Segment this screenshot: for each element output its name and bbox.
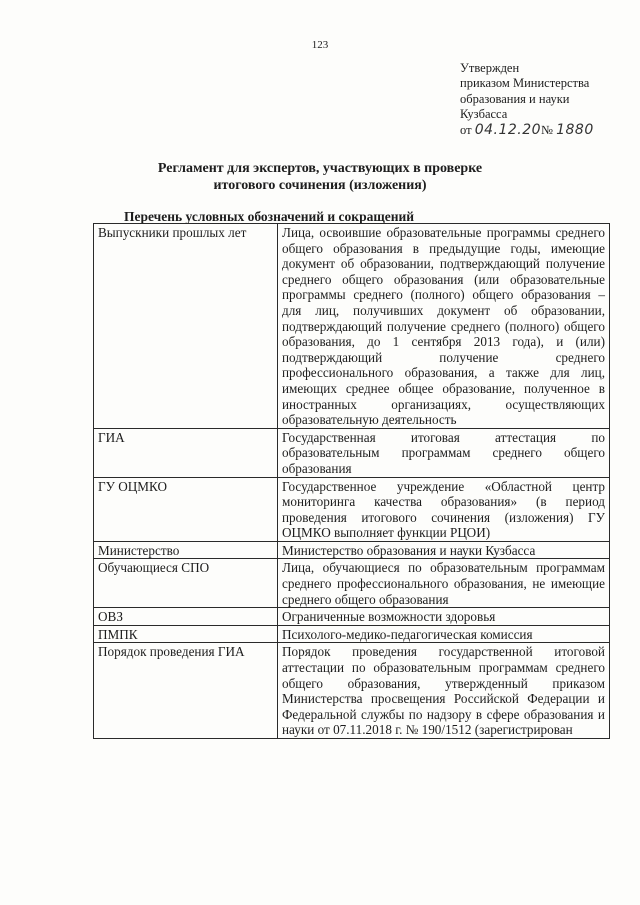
term-cell: ПМПК bbox=[94, 625, 278, 643]
term-cell: ГУ ОЦМКО bbox=[94, 477, 278, 541]
approval-line-1: Утвержден bbox=[460, 61, 520, 75]
table-row bbox=[94, 643, 610, 739]
definition-cell: Лица, освоившие образовательные программы среднего общего образования в предыдущие годы, имеющие документ об образовании, подтверждающий получение среднего общего образования (или образовательные программы среднего (полного) общего образования – для лиц, получивших документ об образовании, подтверждающий получение среднего (полного) общего образования, до 1 сентября 2013 года), и (или) подтверждающий получение среднего профессионального образования, а также для лиц, имеющих среднее общее образование, полученное в иностранных организациях, осуществляющих образовательную деятельность bbox=[278, 224, 610, 429]
section-title: Перечень условных обозначений и сокращений bbox=[124, 209, 415, 224]
term-cell: Выпускники прошлых лет bbox=[94, 224, 278, 429]
handwritten-date: 04.12.20 bbox=[474, 121, 542, 138]
abbreviations-table bbox=[93, 223, 610, 739]
handwritten-number: 1880 bbox=[556, 121, 594, 138]
definition-cell: Государственная итоговая аттестация по образовательным программам среднего общего образования bbox=[278, 428, 610, 477]
table-row bbox=[94, 541, 610, 559]
approval-line-3: образования и науки bbox=[460, 91, 570, 106]
term-cell: ОВЗ bbox=[94, 608, 278, 626]
definition-cell: Психолого-медико-педагогическая комиссия bbox=[278, 625, 610, 643]
approval-line-2: приказом Министерства bbox=[460, 76, 590, 91]
definition-cell: Государственное учреждение «Областной центр мониторинга качества образования» (в период проведения итогового сочинения (изложения) ГУ ОЦМКО выполняет функции РЦОИ) bbox=[278, 477, 610, 541]
table-row bbox=[94, 428, 610, 477]
table-row bbox=[94, 477, 610, 541]
date-prefix: от bbox=[460, 122, 472, 137]
approval-date-line bbox=[460, 123, 594, 138]
table-row bbox=[94, 559, 610, 608]
definition-cell: Лица, обучающиеся по образовательным программам среднего профессионального образования, не имеющие среднего общего образования bbox=[278, 559, 610, 608]
term-cell: Обучающиеся СПО bbox=[94, 559, 278, 608]
table-row bbox=[94, 224, 610, 429]
term-cell: ГИА bbox=[94, 428, 278, 477]
definition-cell: Ограниченные возможности здоровья bbox=[278, 608, 610, 626]
term-cell: Министерство bbox=[94, 541, 278, 559]
table-row bbox=[94, 625, 610, 643]
table-row bbox=[94, 608, 610, 626]
page-number: 123 bbox=[311, 39, 329, 51]
approval-line-4: Кузбасса bbox=[460, 107, 508, 122]
document-title bbox=[0, 160, 640, 194]
definition-cell: Порядок проведения государственной итоговой аттестации по образовательным программам среднего общего образования, утвержденный приказом Министерства просвещения Российской Федерации и Федеральной службы по надзору в сфере образования и науки от 07.11.2018 г. № 190/1512 (зарегистрирован bbox=[278, 643, 610, 739]
approval-stamp bbox=[460, 61, 594, 138]
number-prefix: № bbox=[541, 122, 553, 137]
title-line-1: Регламент для экспертов, участвующих в проверке bbox=[157, 161, 483, 176]
definition-cell: Министерство образования и науки Кузбасса bbox=[278, 541, 610, 559]
term-cell: Порядок проведения ГИА bbox=[94, 643, 278, 739]
title-line-2: итогового сочинения (изложения) bbox=[213, 178, 427, 193]
